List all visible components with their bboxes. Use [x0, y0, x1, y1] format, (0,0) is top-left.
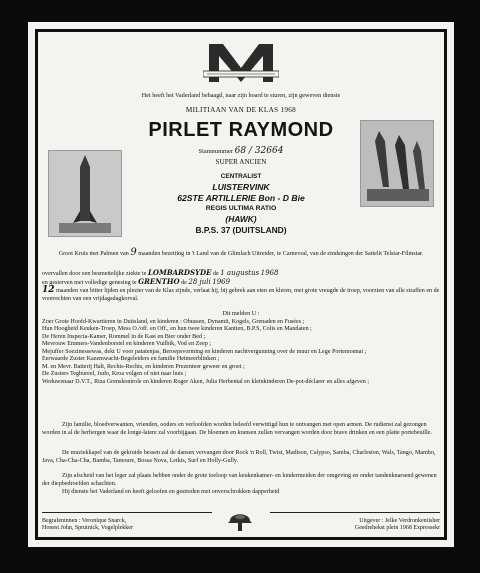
footer-left-line-2: Honest John, Sprutnick, Vogelplekker — [42, 525, 133, 532]
verlof-2-de: de — [181, 280, 187, 286]
verlof-2-place: GRENTHO — [138, 277, 180, 286]
list-item: Weduwenaar D.V.T., Riza Grenskontrole en kinderen Roger Aken, Julia Herbental en kleinkinderen De-pot-déclarer en alles afgeven ; — [42, 378, 370, 385]
announcement-list — [42, 319, 440, 386]
verlof-1-date: 1 augustus — [220, 269, 260, 277]
list-item: Eerwaarde Zuster Kazemwacht-Begeleiders en familie Hetmeerblinken ; — [42, 356, 220, 363]
footer-divider-left — [42, 512, 212, 513]
top-line: Het heeft het Vaderland behaagd, naar zijn hoard te sturen, zijn geweven diensie — [141, 92, 341, 99]
missile-photo-left — [48, 150, 122, 237]
sentence-1-end: maanden bezetting in 't Land van de Glimlach Uitreider, te Carnevral, van de eindsingen der Sattelit Telstar-Filmstar. — [138, 251, 424, 257]
footer-divider-right — [270, 512, 440, 513]
paragraph-1 — [42, 287, 440, 303]
unit-line-2: 62STE ARTILLERIE Bon - D Bie — [177, 193, 305, 203]
rank-line: SUPER ANCIEN — [215, 158, 267, 166]
verlof-1-text: overvallen door een besmettelijke ziekte te — [42, 271, 147, 277]
footer-right — [290, 518, 440, 532]
paragraph-2: Zijn familie, bloedverwanten, vrienden, ooders en verloofden worden beleefd verwittigd hun te ontvangen met open armen. De rudienst zal gezongen worden in al de herbergen waar de longe-latere zal voorbijgaan. De bloemen en kransen zullen vervangen worden door brave drinken en een platte portebeuille. — [42, 422, 432, 436]
verlof-2-date: 28 juli — [188, 278, 211, 286]
verlof-1-year: 1968 — [260, 269, 279, 277]
verlof-1-place: LOMBARDSYDE — [147, 268, 212, 277]
verlof-2-text: en gesterven met volledige genesing te — [42, 280, 137, 286]
memorial-card — [28, 22, 454, 547]
sentence-1-start: Groot Kruis met Palmen van — [58, 251, 129, 257]
list-item: Mevrouw Emmers-Vandenborstel en kinderen Vuilbik, Vod en Zeep ; — [42, 341, 212, 348]
role-line: CENTRALIST — [220, 173, 262, 180]
list-item: Mejuffer Soezinessewas, dekt U voor patatenjas, Beroepsvorming en kinderen nachtvergunning over de muur en Lege Portemonnai ; — [42, 348, 367, 355]
unit-line-5: B.P.S. 37 (DUITSLAND) — [195, 225, 287, 235]
missile-photo-right — [360, 120, 434, 207]
stamnummer-value: 68 / 32664 — [234, 146, 284, 156]
footer-left-line-1: Begrafeninnen : Veronique Snarck, — [42, 518, 127, 524]
unit-line-3: REGIS ULTIMA RATIO — [205, 205, 277, 212]
list-item: De Zusters Tegbureel, Judo, Kroa volgen of niet naar huis ; — [42, 371, 187, 378]
months-number: 9 — [130, 247, 137, 258]
verlof-1-de: de — [212, 271, 219, 277]
paragraph-1-text: maanden van bitter lijden en plezier van de Klas zijnde, verlaat hij, bij gebrek aan eten en kleren, met grote vreugde de troep, voorzien van alle straffen en de voorrechten van een vrijdagsdagkorval. — [42, 288, 440, 302]
verlof-2-year: 1969 — [212, 278, 231, 286]
footer-right-line-1: Uitgever : Jelke Verdronkeniisher — [359, 518, 440, 524]
list-item: Hun Hoogheid Keuken-Troep, Mess O./off. en Off., en hun twee kinderen Kantien, B.P.S, Colis en Mandaten ; — [42, 326, 312, 333]
list-item: Zoer Grote Hoofd-Kwartieren in Duitsland, en kinderen : Obussen, Dynamit, Kogels, Grenaden en Fusées ; — [42, 319, 305, 325]
list-item: De Heren Inspecta-Kamer, Rommel in de Kast en Bier onder Bed ; — [42, 333, 206, 340]
unit-line-1: LUISTERVINK — [212, 182, 270, 192]
stamnummer-label: Stamnummer — [198, 148, 233, 155]
list-header: Dit melden U : — [222, 310, 260, 317]
footer-right-line-2: Geedrehekst plein 1968 Expressekr — [354, 525, 440, 532]
militiaan-line: MILITIAAN VAN DE KLAS 1968 — [185, 106, 297, 114]
helmet-icon — [226, 505, 254, 533]
footer-left — [42, 518, 192, 532]
unit-line-4: (HAWK) — [225, 214, 257, 224]
m-emblem-logo — [203, 40, 279, 90]
sentence-1 — [42, 249, 440, 259]
list-item: M. en Mevr. Batterij Halt, Rechts-Rechts, en kinderen Prezenteer geweer en groet ; — [42, 363, 245, 370]
paragraph-5: Hij dienste het Vaderland en heeft geloofen en gestreden met onverschrokken dapperheid — [62, 489, 280, 495]
paragraph-3: De muziekkapel van de gekruide bessen zal de dansen vervangen door Rock 'n Roll, Twist, Madison, Calypso, Samba, Charleston, Wals, Tango, Mambo, Java, Cha-Cha-Cha, Bamba, Tamoure, Bossa Nova, Letkis, Surf en Holly-Gully. — [42, 450, 436, 464]
months-label-number: 12 — [42, 285, 55, 295]
name-title: PIRLET RAYMOND — [148, 119, 334, 141]
paragraph-4: Zijn afscheid van het leger zal plaats hebben onder de grote toeloop van keukenkamer- en kindermeiden der omgeving en onder tandenknarsend gewenen der diepbedroefden schachten. — [42, 473, 437, 487]
